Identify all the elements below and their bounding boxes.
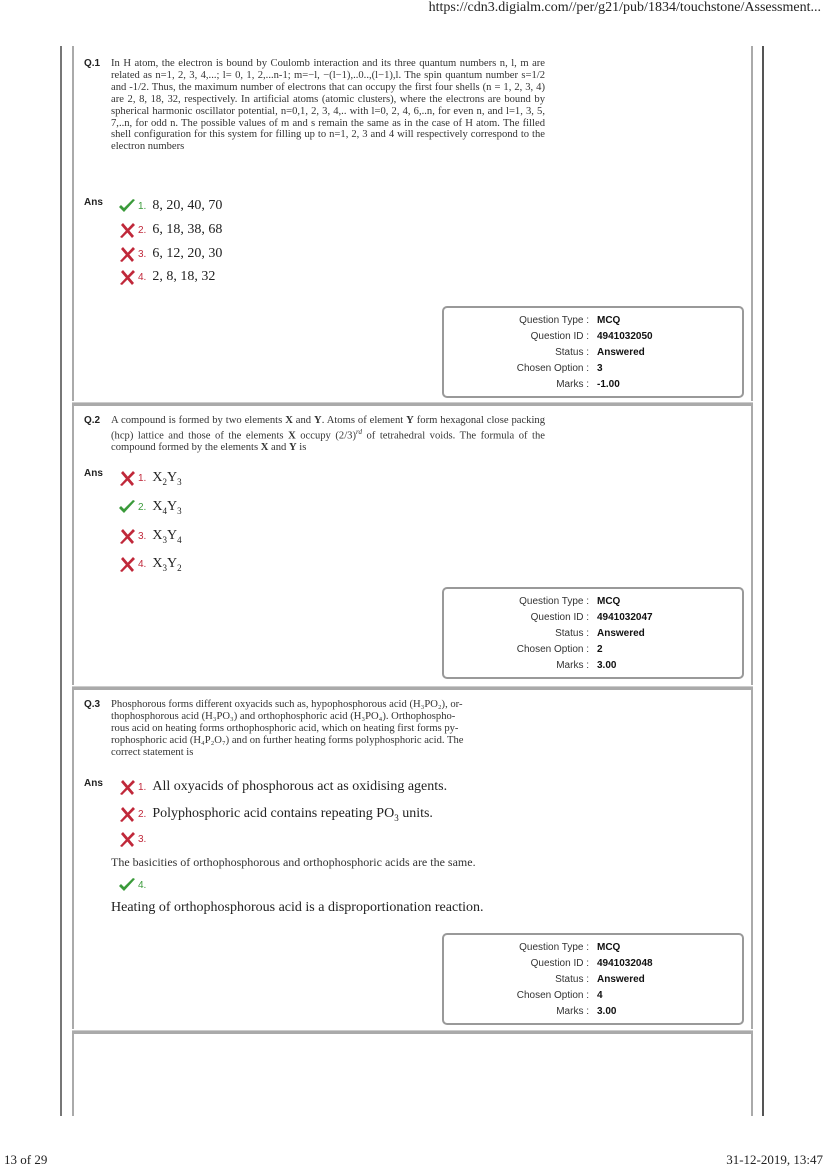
option-4 <box>118 556 182 573</box>
option-text: Polyphosphoric acid contains repeating $PO_3$ units. <box>152 806 433 823</box>
text-part: occupy (2/3) <box>295 430 356 442</box>
option-number: 3. <box>138 833 147 845</box>
outer-frame-left <box>60 46 62 1116</box>
check-icon <box>118 877 136 893</box>
meta-question-type: MCQ <box>597 596 621 607</box>
answer-label: Ans <box>84 197 103 208</box>
page-url: https://cdn3.digialm.com//per/g21/pub/1834/touchstone/Assessment... <box>428 0 821 15</box>
option-1 <box>118 779 447 795</box>
text-part: X <box>285 415 293 426</box>
text-line: correct statement is <box>111 746 194 758</box>
meta-key-chosen: Chosen Option : <box>516 990 589 1001</box>
option-number: 1. <box>138 472 147 484</box>
meta-question-id: 4941032050 <box>597 331 653 342</box>
option-number: 2. <box>138 808 147 820</box>
text-part: and <box>268 442 289 454</box>
option-text: $X_4Y_3$ <box>152 499 182 516</box>
meta-chosen-option: 4 <box>597 990 603 1001</box>
meta-marks: 3.00 <box>597 660 617 671</box>
cross-icon <box>118 269 136 285</box>
text-part: X <box>260 442 269 454</box>
question-meta-box <box>442 306 744 398</box>
option-2 <box>118 222 222 238</box>
option-text: $X_2Y_3$ <box>152 470 182 487</box>
option-text: 6, 12, 20, 30 <box>152 246 223 261</box>
option-text: 8, 20, 40, 70 <box>152 198 223 213</box>
text-part: X <box>288 430 296 442</box>
option-2 <box>118 806 433 823</box>
cross-icon <box>118 806 136 822</box>
option-text: $X_3Y_4$ <box>152 528 182 545</box>
page-counter: 13 of 29 <box>4 1152 48 1167</box>
option-text: 2, 8, 18, 32 <box>152 269 216 284</box>
question-panel-1 <box>72 46 753 401</box>
option-number: 4. <box>138 558 147 570</box>
meta-question-id: 4941032047 <box>597 612 653 623</box>
text-part: Y <box>406 415 414 426</box>
meta-key-status: Status : <box>555 347 589 358</box>
question-number: Q.2 <box>84 415 101 426</box>
option-number: 3. <box>138 530 147 542</box>
option-number: 2. <box>138 224 147 236</box>
question-meta-box <box>442 587 744 679</box>
question-panel-3 <box>72 690 753 1029</box>
option-text: All oxyacids of phosphorous act as oxidising agents. <box>152 779 448 794</box>
meta-key-id: Question ID : <box>530 331 589 342</box>
option-4 <box>118 269 215 285</box>
option-4-text: Heating of orthophosphorous acid is a disproportionation reaction. <box>111 900 484 915</box>
option-number: 4. <box>138 879 147 891</box>
text-part: A compound is formed by two elements <box>111 415 286 426</box>
meta-chosen-option: 2 <box>597 644 603 655</box>
text-line: rous acid on heating forms orthophosphoric acid, which on heating first forms py- <box>111 722 459 734</box>
cross-icon <box>118 831 136 847</box>
option-1 <box>118 470 182 487</box>
meta-key-type: Question Type : <box>519 942 589 953</box>
option-3-text: The basicities of orthophosphorous and orthophosphoric acids are the same. <box>111 855 476 869</box>
meta-chosen-option: 3 <box>597 363 603 374</box>
meta-key-marks: Marks : <box>556 660 589 671</box>
meta-key-marks: Marks : <box>556 1006 589 1017</box>
question-meta-box <box>442 933 744 1025</box>
meta-question-type: MCQ <box>597 315 621 326</box>
question-number: Q.3 <box>84 699 101 710</box>
text-part: Y <box>289 442 297 454</box>
cross-icon <box>118 470 136 486</box>
print-datetime: 31-12-2019, 13:47 <box>726 1152 823 1167</box>
question-text: In H atom, the electron is bound by Coulomb interaction and its three quantum numbers n, l, m are related as n=1, 2, 3, 4,...; l= 0, 1, 2,...n-1; m=−l, −(l−1),..0..,(l−1),l. The spin quantum number s=1/2 and -1/2. Thus, the maximum number of electrons that can occupy the first four shells (n = 1, 2, 3, 4) are 2, 8, 18, 32, respectively. In artificial atoms (atomic clusters), where the electrons are bound by spherical harmonic oscillator potential, n=0,1, 2, 3, 4,.. with l=0, 2, 4, 6,..n, for even n, and l=1, 3, 5, 7,..n, for odd n. The possible values of m and s remain the same as in the case of H atom. The filled shell configuration for this system for filling up to n=1, 2, 3 and 4 will respectively correspond to the electron numbers <box>111 58 545 153</box>
text-line: rophosphoric acid (H₄P₂O₇) and on further heating forms polyphosphoric acid. The <box>111 734 464 746</box>
meta-key-chosen: Chosen Option : <box>516 644 589 655</box>
option-1 <box>118 198 222 214</box>
meta-key-chosen: Chosen Option : <box>516 363 589 374</box>
meta-key-id: Question ID : <box>530 612 589 623</box>
text-part: . Atoms of element <box>321 415 407 426</box>
check-icon <box>118 499 136 515</box>
outer-frame-right <box>762 46 764 1116</box>
answer-label: Ans <box>84 778 103 789</box>
option-3 <box>118 528 182 545</box>
meta-status: Answered <box>597 628 645 639</box>
question-text <box>111 415 545 454</box>
question-panel-empty <box>72 1034 753 1116</box>
text-part: of tetrahedral voids. The formula of the compound formed by the elements <box>111 430 545 454</box>
meta-key-marks: Marks : <box>556 379 589 390</box>
meta-key-type: Question Type : <box>519 315 589 326</box>
question-number: Q.1 <box>84 58 101 69</box>
text-line: thophosphorous acid (H₃PO₃) and orthophosphoric acid (H₃PO₄). Orthophospho- <box>111 710 456 722</box>
option-4 <box>118 877 152 893</box>
option-3 <box>118 831 152 847</box>
meta-marks: -1.00 <box>597 379 620 390</box>
text-part: form hexagonal close packing (hcp) lattice and those of the elements <box>111 415 545 442</box>
text-part: Y <box>314 415 322 426</box>
meta-key-status: Status : <box>555 628 589 639</box>
meta-status: Answered <box>597 347 645 358</box>
option-number: 1. <box>138 200 147 212</box>
option-number: 4. <box>138 271 147 283</box>
cross-icon <box>118 779 136 795</box>
option-text: 6, 18, 38, 68 <box>152 222 223 237</box>
meta-question-id: 4941032048 <box>597 958 653 969</box>
text-part: is <box>296 442 307 454</box>
meta-status: Answered <box>597 974 645 985</box>
cross-icon <box>118 528 136 544</box>
text-line: Phosphorous forms different oxyacids such as, hypophosphorous acid (H₃PO₂), or- <box>111 699 463 710</box>
text-part: rd <box>355 427 362 436</box>
meta-key-status: Status : <box>555 974 589 985</box>
check-icon <box>118 198 136 214</box>
option-number: 1. <box>138 781 147 793</box>
question-text <box>111 699 545 759</box>
option-number: 2. <box>138 501 147 513</box>
meta-marks: 3.00 <box>597 1006 617 1017</box>
cross-icon <box>118 556 136 572</box>
cross-icon <box>118 246 136 262</box>
option-3 <box>118 246 222 262</box>
question-panel-2 <box>72 406 753 685</box>
text-part: and <box>292 415 315 426</box>
option-text: $X_3Y_2$ <box>152 556 182 573</box>
option-2 <box>118 499 182 516</box>
option-number: 3. <box>138 248 147 260</box>
meta-question-type: MCQ <box>597 942 621 953</box>
answer-label: Ans <box>84 468 103 479</box>
cross-icon <box>118 222 136 238</box>
meta-key-type: Question Type : <box>519 596 589 607</box>
meta-key-id: Question ID : <box>530 958 589 969</box>
